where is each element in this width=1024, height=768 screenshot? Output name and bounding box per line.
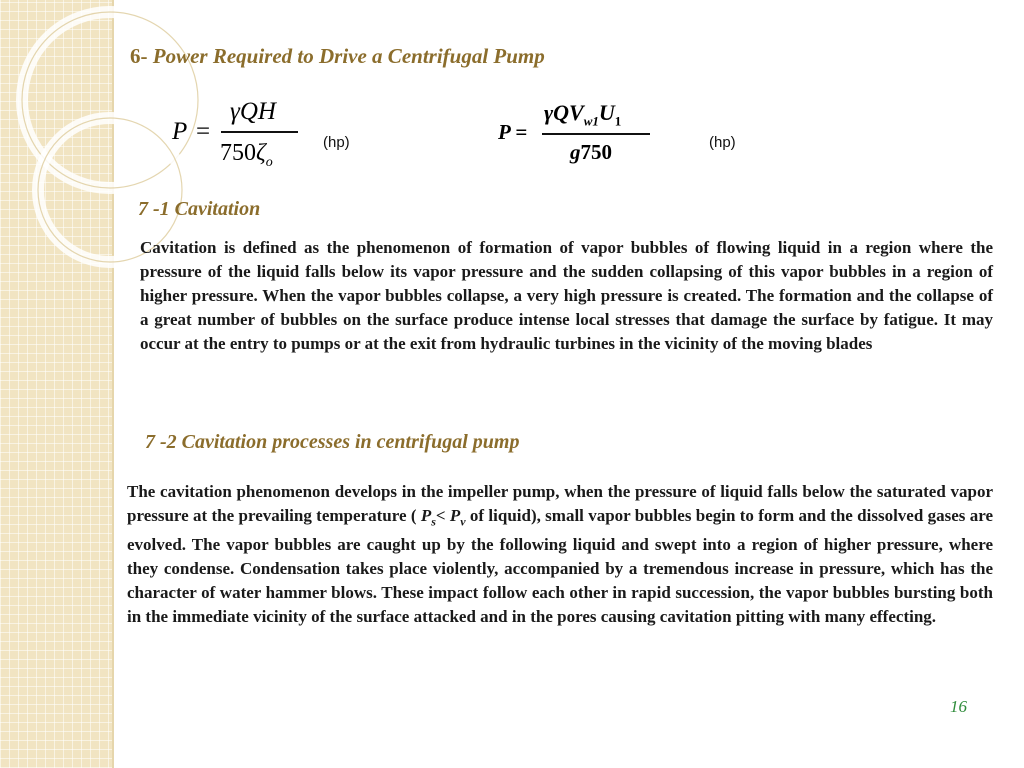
process-text-part-1: The cavitation phenomenon develops in the impeller pump, when the pressure of liquid falls below the saturated vapor pressure at the prevailing temperature ( xyxy=(127,482,993,525)
formula-2-unit: (hp) xyxy=(709,134,736,151)
formula-1-QH: QH xyxy=(239,98,276,125)
ps-subscript: s xyxy=(431,514,436,529)
section-6-heading xyxy=(130,44,545,69)
page-number: 16 xyxy=(950,697,967,716)
formula-1-denominator xyxy=(220,140,273,171)
formula-1-750: 750 xyxy=(220,140,256,166)
section-6-number: 6- xyxy=(130,44,148,68)
formula-1-lhs: P xyxy=(172,118,188,145)
formula-1-fraction-bar xyxy=(221,131,298,133)
cavitation-process-paragraph xyxy=(127,480,993,629)
formula-1-unit: (hp) xyxy=(323,134,350,151)
vapor-pressure-symbol xyxy=(449,506,466,529)
section-6-title: Power Required to Drive a Centrifugal Pump xyxy=(152,44,545,68)
section-7-1-heading: 7 -1 Cavitation xyxy=(138,198,261,220)
power-formula-2 xyxy=(498,100,668,180)
power-formula-1 xyxy=(172,98,302,178)
process-text-part-2: of liquid), small vapor bubbles begin to form and the dissolved gases are evolved. The vapor bubbles are caught up by the following liquid and swept into a region of higher pressure, where they condense. Condensation takes place violently, accompanied by a tremendous increase in pressure, which has the character of water hammer blows. These impact follow each other in rapid succession, the vapor bubbles bursting both in the immediate vicinity of the surface attacked and in the pores causing cavitation pitting with many effecting. xyxy=(127,506,993,627)
formula-2-fraction-bar xyxy=(542,133,650,135)
formula-2-numerator xyxy=(544,100,621,129)
formula-1-equals: = xyxy=(196,118,211,145)
saturation-pressure-symbol xyxy=(420,506,436,529)
formula-2-QV: QV xyxy=(553,100,584,125)
formula-2-subscript-w1: w1 xyxy=(583,113,599,129)
pv-P: P xyxy=(449,506,461,525)
formula-2-750: 750 xyxy=(580,140,612,164)
less-than-sign: < xyxy=(435,506,450,525)
cavitation-definition-paragraph: Cavitation is defined as the phenomenon of formation of vapor bubbles of flowing liquid in a region where the pressure of the liquid falls below its vapor pressure and the sudden collapsing of this vapor bubbles in a region of higher pressure. When the vapor bubbles collapse, a very high pressure is created. The formation and the collapse of a great number of bubbles on the surface produce intense local stresses that damage the surface by fatigue. It may occur at the entry to pumps or at the exit from hydraulic turbines in the vicinity of the moving blades xyxy=(140,238,993,353)
pv-subscript: v xyxy=(460,514,466,529)
formula-2-denominator xyxy=(570,140,612,165)
ps-P: P xyxy=(420,506,432,525)
section-7-2-heading: 7 -2 Cavitation processes in centrifugal pump xyxy=(145,431,520,453)
gamma-symbol: γ xyxy=(230,98,240,125)
formula-2-U: U xyxy=(598,100,615,125)
zeta-subscript: o xyxy=(265,154,273,170)
zeta-symbol: ζ xyxy=(256,140,266,166)
formula-2-g: g xyxy=(570,140,581,164)
formula-2-subscript-1: 1 xyxy=(614,113,622,129)
gamma-symbol-2: γ xyxy=(544,100,554,125)
formula-2-lhs: P = xyxy=(498,120,528,144)
formula-1-numerator xyxy=(230,98,276,126)
